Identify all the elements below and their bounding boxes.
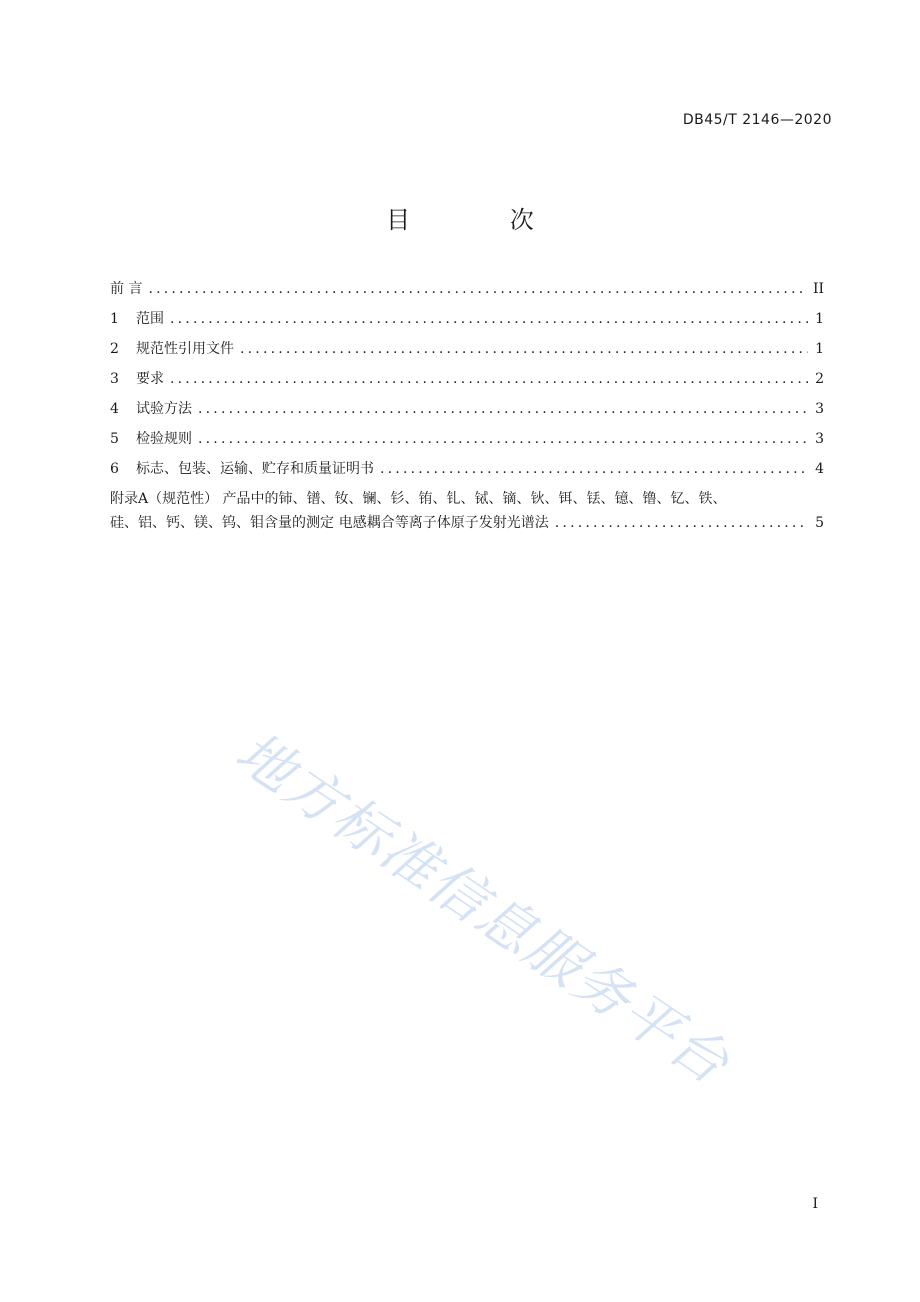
toc-entry-page: 5	[815, 515, 824, 531]
toc-entry-title: 要求	[136, 371, 164, 387]
toc-entry-page: II	[812, 281, 824, 297]
dot-leader	[555, 511, 808, 535]
toc-entry-page: 2	[815, 371, 824, 387]
toc-entry-title: 范围	[136, 311, 164, 327]
toc-entry-scope[interactable]	[110, 309, 824, 339]
toc-entry-page: 3	[815, 431, 824, 447]
dot-leader	[148, 279, 806, 299]
toc-entry-marking-packaging[interactable]	[110, 459, 824, 489]
toc-entry-title: 前 言	[110, 281, 143, 297]
toc-entry-foreword[interactable]	[110, 279, 824, 309]
toc-entry-title: 规范性引用文件	[136, 341, 234, 357]
annex-title-line-2a: 硅、铝、钙、镁、钨、钼含量的测定	[110, 515, 334, 531]
toc-entry-number: 2	[110, 341, 119, 357]
toc-entry-title: 试验方法	[136, 401, 192, 417]
document-code: DB45/T 2146—2020	[682, 112, 832, 128]
toc-entry-number: 1	[110, 311, 119, 327]
table-of-contents	[110, 279, 824, 535]
toc-entry-number: 4	[110, 401, 119, 417]
watermark: 地方标准信息服务平台	[223, 719, 742, 1098]
page-title: 目 次	[386, 206, 580, 234]
toc-entry-number: 5	[110, 431, 119, 447]
dot-leader	[240, 339, 808, 359]
toc-entry-annex-a[interactable]	[110, 487, 824, 535]
toc-entry-title: 标志、包装、运输、贮存和质量证明书	[136, 461, 374, 477]
toc-entry-page: 3	[815, 401, 824, 417]
dot-leader	[170, 369, 808, 389]
toc-entry-page: 1	[815, 311, 824, 327]
toc-entry-number: 3	[110, 371, 119, 387]
toc-entry-page: 4	[815, 461, 824, 477]
toc-entry-page: 1	[815, 341, 824, 357]
dot-leader	[380, 459, 808, 479]
toc-entry-normative-references[interactable]	[110, 339, 824, 369]
dot-leader	[198, 399, 808, 419]
annex-title-line-2b: 电感耦合等离子体原子发射光谱法	[338, 515, 549, 531]
page-number: I	[812, 1196, 818, 1212]
toc-entry-test-methods[interactable]	[110, 399, 824, 429]
toc-entry-requirements[interactable]	[110, 369, 824, 399]
toc-entry-number: 6	[110, 461, 119, 477]
dot-leader	[170, 309, 808, 329]
dot-leader	[198, 429, 808, 449]
toc-entry-title: 检验规则	[136, 431, 192, 447]
annex-title-line-1: 附录A（规范性） 产品中的铈、镨、钕、镧、钐、铕、钆、铽、镝、钬、铒、铥、镱、镥、钇、铁、	[110, 491, 727, 507]
toc-entry-inspection-rules[interactable]	[110, 429, 824, 459]
